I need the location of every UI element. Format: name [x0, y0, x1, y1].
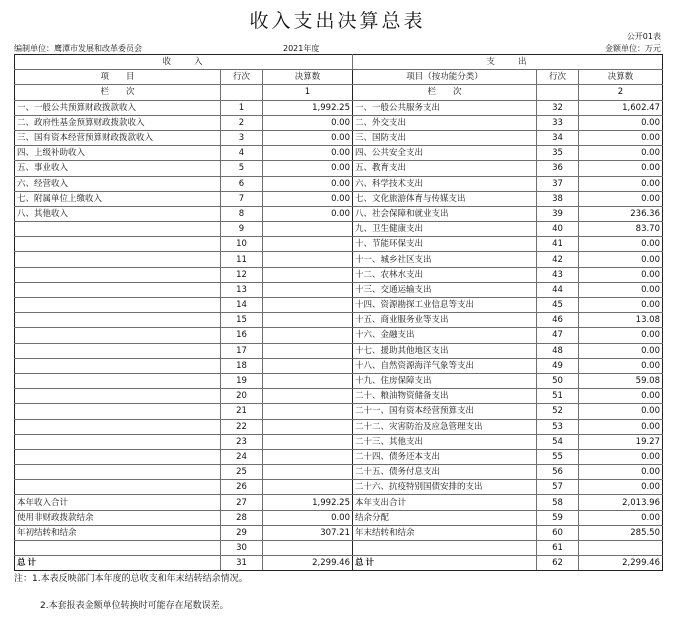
expense-item-cell: 本年支出合计 [353, 495, 537, 510]
expense-row-no-cell: 53 [537, 419, 579, 434]
table-row [15, 495, 663, 510]
income-row-no-cell: 30 [221, 541, 263, 556]
income-row-no-cell: 23 [221, 434, 263, 449]
expense-amount-cell: 0.00 [579, 389, 663, 404]
expense-amount-cell: 0.00 [579, 343, 663, 358]
income-row-no-cell: 3 [221, 130, 263, 145]
expense-amount-cell: 0.00 [579, 191, 663, 206]
income-item-cell [15, 252, 221, 267]
expense-row-no-cell: 62 [537, 556, 579, 571]
expense-item-cell: 二十三、其他支出 [353, 434, 537, 449]
expense-amount-cell [579, 541, 663, 556]
income-row-no-cell: 18 [221, 358, 263, 373]
income-row-no-cell: 1 [221, 100, 263, 115]
income-amount-cell: 0.00 [263, 146, 353, 161]
income-amount-cell [263, 328, 353, 343]
expense-item-cell: 二十、粮油物资储备支出 [353, 389, 537, 404]
income-item-cell [15, 328, 221, 343]
expense-item-cell: 十七、援助其他地区支出 [353, 343, 537, 358]
income-item-cell [15, 282, 221, 297]
expense-row-no-cell: 39 [537, 206, 579, 221]
income-item-cell [15, 237, 221, 252]
income-amount-cell: 0.00 [263, 130, 353, 145]
income-amount-cell [263, 465, 353, 480]
expense-item-cell: 十三、交通运输支出 [353, 282, 537, 297]
income-amount-cell [263, 358, 353, 373]
income-row-no-cell: 5 [221, 161, 263, 176]
expense-amount-cell: 0.00 [579, 480, 663, 495]
expense-amount-cell: 0.00 [579, 115, 663, 130]
expense-lanci-empty [537, 85, 579, 100]
expense-item-cell: 年末结转和结余 [353, 525, 537, 540]
expense-row-no-cell: 59 [537, 510, 579, 525]
table-row [15, 480, 663, 495]
expense-amount-cell: 0.00 [579, 176, 663, 191]
expense-item-cell: 二十一、国有资本经营预算支出 [353, 404, 537, 419]
table-row [15, 343, 663, 358]
income-amount-cell [263, 541, 353, 556]
expense-amount-header: 决算数 [579, 70, 663, 85]
income-amount-cell [263, 419, 353, 434]
table-row [15, 541, 663, 556]
income-row-no-cell: 17 [221, 343, 263, 358]
income-item-cell [15, 389, 221, 404]
expense-item-cell: 七、文化旅游体育与传媒支出 [353, 191, 537, 206]
expense-item-cell: 三、国防支出 [353, 130, 537, 145]
income-row-no-header: 行次 [221, 70, 263, 85]
income-row-no-cell: 20 [221, 389, 263, 404]
expense-lanci-number: 2 [579, 85, 663, 100]
expense-amount-cell: 13.08 [579, 313, 663, 328]
income-row-no-cell: 27 [221, 495, 263, 510]
expense-item-cell: 九、卫生健康支出 [353, 222, 537, 237]
expense-row-no-cell: 47 [537, 328, 579, 343]
income-amount-cell: 1,992.25 [263, 495, 353, 510]
expense-item-cell: 二十六、抗疫特别国债安排的支出 [353, 480, 537, 495]
expense-item-cell: 五、教育支出 [353, 161, 537, 176]
table-row [15, 267, 663, 282]
income-amount-cell [263, 480, 353, 495]
expense-amount-cell: 59.08 [579, 373, 663, 388]
expense-row-no-cell: 55 [537, 449, 579, 464]
table-row [15, 252, 663, 267]
income-amount-cell: 0.00 [263, 191, 353, 206]
income-amount-cell [263, 449, 353, 464]
table-row [15, 404, 663, 419]
table-row [15, 298, 663, 313]
income-amount-cell [263, 222, 353, 237]
table-row [15, 358, 663, 373]
expense-row-no-cell: 60 [537, 525, 579, 540]
expense-amount-cell: 0.00 [579, 358, 663, 373]
expense-amount-cell: 236.36 [579, 206, 663, 221]
table-row [15, 313, 663, 328]
column-index-row [15, 85, 663, 100]
income-item-header: 项 目 [15, 70, 221, 85]
income-item-cell [15, 298, 221, 313]
expense-item-cell: 总计 [353, 556, 537, 571]
expense-item-cell: 十四、资源勘探工业信息等支出 [353, 298, 537, 313]
column-header-row [15, 70, 663, 85]
table-row [15, 161, 663, 176]
table-row [15, 434, 663, 449]
income-row-no-cell: 7 [221, 191, 263, 206]
expense-row-no-cell: 41 [537, 237, 579, 252]
table-row [15, 100, 663, 115]
expense-item-cell: 十一、城乡社区支出 [353, 252, 537, 267]
income-lanci-label: 栏 次 [15, 85, 221, 100]
table-row [15, 146, 663, 161]
expense-item-cell: 十二、农林水支出 [353, 267, 537, 282]
report-title: 收入支出决算总表 [249, 10, 426, 32]
income-row-no-cell: 10 [221, 237, 263, 252]
income-row-no-cell: 2 [221, 115, 263, 130]
table-row [15, 222, 663, 237]
expense-item-cell: 四、公共安全支出 [353, 146, 537, 161]
income-item-cell [15, 358, 221, 373]
expense-lanci-label: 栏 次 [353, 85, 537, 100]
income-amount-cell [263, 237, 353, 252]
expense-row-no-cell: 49 [537, 358, 579, 373]
income-amount-cell [263, 298, 353, 313]
expense-item-cell: 十六、金融支出 [353, 328, 537, 343]
currency-unit: 金额单位：万元 [605, 44, 661, 53]
expense-amount-cell: 0.00 [579, 252, 663, 267]
income-item-cell: 七、附属单位上缴收入 [15, 191, 221, 206]
income-amount-cell: 0.00 [263, 176, 353, 191]
income-section-header: 收 入 [15, 55, 353, 70]
income-amount-cell: 2,299.46 [263, 556, 353, 571]
expense-row-no-header: 行次 [537, 70, 579, 85]
income-amount-cell [263, 343, 353, 358]
expense-amount-cell: 0.00 [579, 130, 663, 145]
table-row [15, 130, 663, 145]
income-row-no-cell: 6 [221, 176, 263, 191]
income-item-cell [15, 434, 221, 449]
expense-row-no-cell: 50 [537, 373, 579, 388]
expense-amount-cell: 1,602.47 [579, 100, 663, 115]
income-row-no-cell: 9 [221, 222, 263, 237]
expense-item-header: 项目（按功能分类） [353, 70, 537, 85]
income-expense-table [14, 54, 663, 571]
income-amount-cell [263, 267, 353, 282]
form-number: 公开01表 [626, 32, 661, 41]
income-row-no-cell: 11 [221, 252, 263, 267]
expense-amount-cell: 19.27 [579, 434, 663, 449]
table-row [15, 419, 663, 434]
footnote-2: 2.本套报表金额单位转换时可能存在尾数误差。 [40, 601, 229, 611]
expense-section-header: 支 出 [353, 55, 663, 70]
expense-item-cell: 二十四、债务还本支出 [353, 449, 537, 464]
income-amount-cell: 0.00 [263, 161, 353, 176]
total-row [15, 556, 663, 571]
expense-row-no-cell: 36 [537, 161, 579, 176]
expense-item-cell [353, 541, 537, 556]
table-row [15, 525, 663, 540]
income-row-no-cell: 28 [221, 510, 263, 525]
table-row [15, 237, 663, 252]
table-row [15, 206, 663, 221]
income-row-no-cell: 21 [221, 404, 263, 419]
compiling-unit: 编制单位：鹰潭市发展和改革委员会 [14, 44, 142, 53]
section-header-row [15, 55, 663, 70]
income-item-cell: 二、政府性基金预算财政拨款收入 [15, 115, 221, 130]
expense-row-no-cell: 44 [537, 282, 579, 297]
expense-amount-cell: 0.00 [579, 267, 663, 282]
table-row [15, 389, 663, 404]
expense-row-no-cell: 38 [537, 191, 579, 206]
income-item-cell [15, 313, 221, 328]
income-row-no-cell: 8 [221, 206, 263, 221]
income-row-no-cell: 24 [221, 449, 263, 464]
income-item-cell: 六、经营收入 [15, 176, 221, 191]
table-row [15, 328, 663, 343]
expense-amount-cell: 285.50 [579, 525, 663, 540]
income-item-cell: 使用非财政拨款结余 [15, 510, 221, 525]
expense-item-cell: 一、一般公共服务支出 [353, 100, 537, 115]
expense-item-cell: 二十二、灾害防治及应急管理支出 [353, 419, 537, 434]
income-item-cell [15, 480, 221, 495]
table-row [15, 373, 663, 388]
table-row [15, 282, 663, 297]
income-item-cell: 三、国有资本经营预算财政拨款收入 [15, 130, 221, 145]
income-item-cell: 八、其他收入 [15, 206, 221, 221]
expense-row-no-cell: 48 [537, 343, 579, 358]
expense-row-no-cell: 42 [537, 252, 579, 267]
income-row-no-cell: 14 [221, 298, 263, 313]
expense-row-no-cell: 37 [537, 176, 579, 191]
income-item-cell [15, 373, 221, 388]
expense-item-cell: 十八、自然资源海洋气象等支出 [353, 358, 537, 373]
income-amount-cell [263, 434, 353, 449]
expense-amount-cell: 83.70 [579, 222, 663, 237]
expense-amount-cell: 0.00 [579, 510, 663, 525]
expense-row-no-cell: 34 [537, 130, 579, 145]
income-amount-cell [263, 252, 353, 267]
expense-row-no-cell: 57 [537, 480, 579, 495]
expense-item-cell: 十九、住房保障支出 [353, 373, 537, 388]
table-row [15, 465, 663, 480]
income-amount-cell: 1,992.25 [263, 100, 353, 115]
income-item-cell: 年初结转和结余 [15, 525, 221, 540]
income-amount-cell [263, 373, 353, 388]
report-year: 2021年度 [283, 44, 320, 53]
expense-amount-cell: 0.00 [579, 298, 663, 313]
income-lanci-empty [221, 85, 263, 100]
income-item-cell [15, 343, 221, 358]
income-row-no-cell: 13 [221, 282, 263, 297]
expense-item-cell: 十、节能环保支出 [353, 237, 537, 252]
income-row-no-cell: 12 [221, 267, 263, 282]
income-amount-cell [263, 404, 353, 419]
expense-amount-cell: 0.00 [579, 328, 663, 343]
income-row-no-cell: 29 [221, 525, 263, 540]
expense-row-no-cell: 46 [537, 313, 579, 328]
expense-item-cell: 二十五、债务付息支出 [353, 465, 537, 480]
expense-row-no-cell: 52 [537, 404, 579, 419]
income-amount-header: 决算数 [263, 70, 353, 85]
expense-row-no-cell: 45 [537, 298, 579, 313]
expense-amount-cell: 0.00 [579, 237, 663, 252]
expense-item-cell: 八、社会保障和就业支出 [353, 206, 537, 221]
table-row [15, 115, 663, 130]
expense-item-cell: 六、科学技术支出 [353, 176, 537, 191]
income-item-cell [15, 404, 221, 419]
expense-amount-cell: 0.00 [579, 449, 663, 464]
expense-item-cell: 十五、商业服务业等支出 [353, 313, 537, 328]
income-item-cell [15, 267, 221, 282]
income-lanci-number: 1 [263, 85, 353, 100]
table-row [15, 449, 663, 464]
income-row-no-cell: 25 [221, 465, 263, 480]
income-item-cell: 本年收入合计 [15, 495, 221, 510]
table-row [15, 510, 663, 525]
expense-item-cell: 结余分配 [353, 510, 537, 525]
footnote-1: 注：1.本表反映部门本年度的总收支和年末结转结余情况。 [14, 574, 248, 584]
report-meta [14, 43, 661, 53]
income-item-cell [15, 465, 221, 480]
income-amount-cell [263, 282, 353, 297]
expense-amount-cell: 0.00 [579, 282, 663, 297]
income-row-no-cell: 15 [221, 313, 263, 328]
expense-row-no-cell: 54 [537, 434, 579, 449]
expense-row-no-cell: 61 [537, 541, 579, 556]
income-row-no-cell: 22 [221, 419, 263, 434]
income-row-no-cell: 31 [221, 556, 263, 571]
income-item-cell: 总计 [15, 556, 221, 571]
expense-amount-cell: 0.00 [579, 419, 663, 434]
expense-row-no-cell: 51 [537, 389, 579, 404]
income-row-no-cell: 4 [221, 146, 263, 161]
expense-amount-cell: 2,299.46 [579, 556, 663, 571]
income-item-cell: 一、一般公共预算财政拨款收入 [15, 100, 221, 115]
income-amount-cell [263, 313, 353, 328]
table-row [15, 176, 663, 191]
income-item-cell [15, 541, 221, 556]
income-amount-cell [263, 389, 353, 404]
income-amount-cell: 0.00 [263, 115, 353, 130]
income-item-cell [15, 449, 221, 464]
table-row [15, 191, 663, 206]
expense-amount-cell: 2,013.96 [579, 495, 663, 510]
income-item-cell: 五、事业收入 [15, 161, 221, 176]
income-item-cell: 四、上级补助收入 [15, 146, 221, 161]
income-row-no-cell: 16 [221, 328, 263, 343]
expense-amount-cell: 0.00 [579, 146, 663, 161]
expense-amount-cell: 0.00 [579, 161, 663, 176]
income-item-cell [15, 222, 221, 237]
expense-amount-cell: 0.00 [579, 404, 663, 419]
expense-row-no-cell: 56 [537, 465, 579, 480]
expense-row-no-cell: 35 [537, 146, 579, 161]
income-row-no-cell: 26 [221, 480, 263, 495]
expense-row-no-cell: 58 [537, 495, 579, 510]
income-item-cell [15, 419, 221, 434]
expense-row-no-cell: 33 [537, 115, 579, 130]
expense-row-no-cell: 40 [537, 222, 579, 237]
expense-item-cell: 二、外交支出 [353, 115, 537, 130]
income-amount-cell: 0.00 [263, 206, 353, 221]
income-row-no-cell: 19 [221, 373, 263, 388]
income-amount-cell: 307.21 [263, 525, 353, 540]
expense-row-no-cell: 32 [537, 100, 579, 115]
expense-row-no-cell: 43 [537, 267, 579, 282]
expense-amount-cell: 0.00 [579, 465, 663, 480]
income-amount-cell: 0.00 [263, 510, 353, 525]
